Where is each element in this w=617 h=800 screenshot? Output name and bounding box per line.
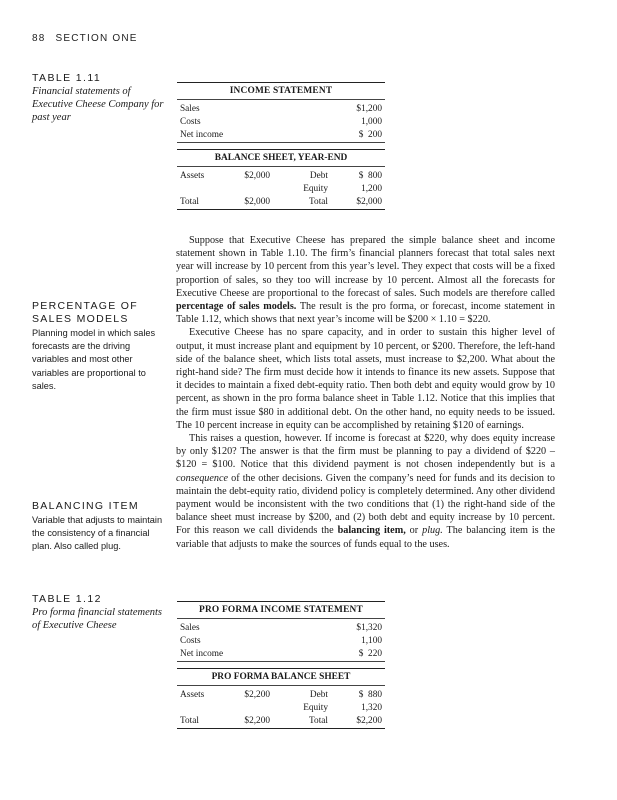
section-title: SECTION ONE	[55, 33, 138, 44]
table-row: Total $2,200 Total $2,200	[177, 715, 385, 729]
table-row: Equity 1,320	[303, 703, 382, 713]
running-header	[32, 33, 138, 44]
pro-forma-income-statement-title: PRO FORMA INCOME STATEMENT	[177, 601, 385, 619]
margin-definition: Variable that adjusts to maintain the consistency of a financial plan. Also called plug.	[32, 515, 163, 552]
body-text	[176, 234, 555, 551]
margin-definition-percentage-of-sales	[32, 300, 164, 393]
income-statement-title: INCOME STATEMENT	[177, 82, 385, 100]
margin-definition: Planning model in which sales forecasts are the driving variables and most other variables are proportional to sales.	[32, 328, 156, 391]
table-row: Costs 1,100	[180, 636, 382, 646]
page-number: 88	[32, 33, 46, 44]
key-term: percentage of sales models.	[176, 301, 297, 313]
table-row: Assets $2,000 Debt $ 800	[180, 171, 382, 181]
margin-term: BALANCING ITEM	[32, 500, 139, 512]
balance-sheet-title: BALANCE SHEET, YEAR-END	[177, 149, 385, 167]
table-row: Sales $1,320	[180, 623, 382, 633]
margin-term: PERCENTAGE OF SALES MODELS	[32, 300, 138, 325]
paragraph: Suppose that Executive Cheese has prepared the simple balance sheet and income statement shown in Table 1.10. The firm’s financial planners forecast that total sales next year will increase by 10 percent from this year’s level. They expect that costs will be a fixed proportion of sales, so they too will increase by 10 percent. Almost all the forecasts for Executive Cheese are proportional to the forecast of sales. Such models are therefore called percentage of sales models. The result is the pro forma, or forecast, income statement in Table 1.12, which shows that next year’s income will be $200 × 1.10 = $220.	[176, 235, 555, 326]
table-label: TABLE 1.11	[32, 72, 102, 84]
table-row: Costs 1,000	[180, 117, 382, 127]
table-row: Equity 1,200	[303, 184, 382, 194]
paragraph: Executive Cheese has no spare capacity, and in order to sustain this higher level of output, it must increase plant and equipment by 10 percent, or $200. Therefore, the left-hand side of the balance sheet, which lists total assets, must increase to $2,200. What about the right-hand side? The firm must decide how it intends to finance its new assets. Suppose that it decides to maintain a fixed debt-equity ratio. Then both debt and equity would grow by 10 percent, as shown in the pro forma balance sheet in Table 1.12. Notice that this implies that the firm must issue $80 in additional debt. On the other hand, no equity needs to be issued. The 10 percent increase in equity can be accomplished by retaining $120 of earnings.	[176, 327, 555, 431]
table-row: Net income $ 220	[177, 648, 385, 662]
table-1-12-caption-block	[32, 593, 164, 632]
table-row: Net income $ 200	[177, 129, 385, 143]
pro-forma-balance-sheet-title: PRO FORMA BALANCE SHEET	[177, 668, 385, 686]
table-1-12	[177, 601, 385, 729]
margin-definition-balancing-item	[32, 500, 164, 554]
key-term: balancing item,	[337, 525, 406, 537]
table-1-11-caption-block	[32, 72, 164, 124]
table-row: Sales $1,200	[180, 104, 382, 114]
table-caption: Pro forma financial statements of Executive Cheese	[32, 607, 162, 631]
paragraph: This raises a question, however. If income is forecast at $220, why does equity increase by only $120? The answer is that the firm must be planning to pay a dividend of $220 – $120 = $100. Notice that this dividend payment is not chosen independently but is a consequence of the other decisions. Given the company’s need for funds and its decision to maintain the debt-equity ratio, dividend policy is completely determined. Any other dividend payment would be inconsistent with the two conditions that (1) the right-hand side of the balance sheet must increase by $200, and (2) both debt and equity increase by 10 percent. For this reason we call dividends the balancing item, or plug. The balancing item is the variable that adjusts to make the sources of funds equal to the uses.	[176, 433, 555, 550]
table-caption: Financial statements of Executive Cheese Company for past year	[32, 86, 164, 123]
table-label: TABLE 1.12	[32, 593, 102, 605]
table-row: Assets $2,200 Debt $ 880	[180, 690, 382, 700]
table-row: Total $2,000 Total $2,000	[177, 196, 385, 210]
table-1-11	[177, 82, 385, 210]
